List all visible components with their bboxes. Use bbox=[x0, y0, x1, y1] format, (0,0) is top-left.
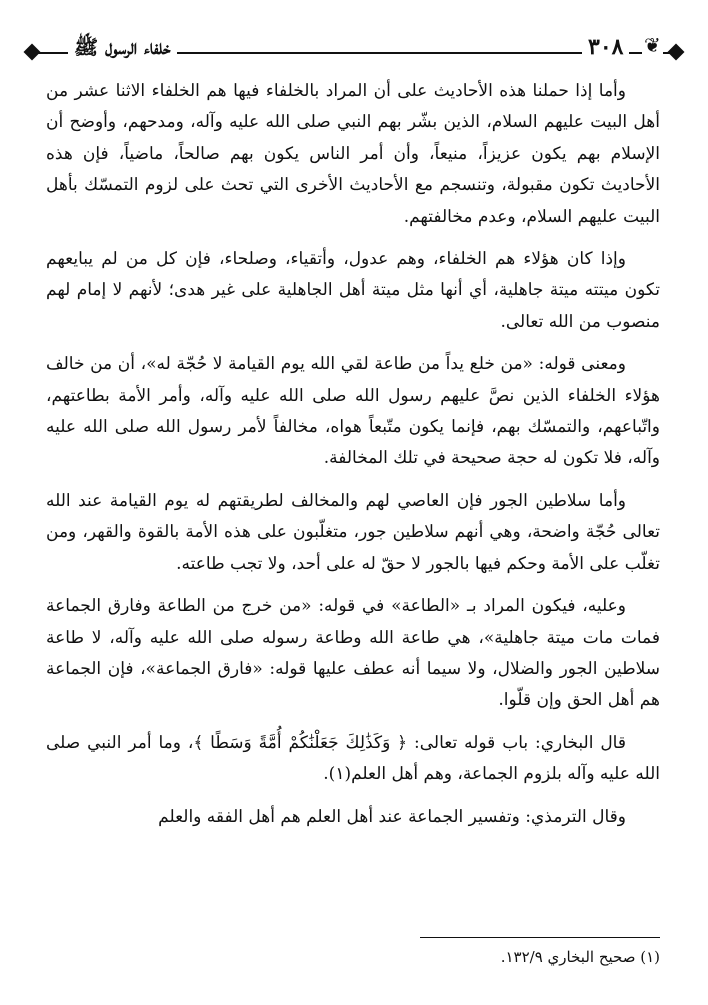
paragraph: وأما سلاطين الجور فإن العاصي لهم والمخالف لطريقتهم له يوم القيامة عند الله تعالى حُجّة واضحة، وهي أنهم سلاطين جور، متغلّبون على هذه الأمة بالقوة والقهر، ومن تغلّب على الأمة وحكم فيها بالجور لا حقّ له على أحد، ولا تجب طاعته. bbox=[46, 490, 660, 574]
paragraph: قال البخاري: باب قوله تعالى: ﴿ وَكَذَٰلِكَ جَعَلْنَٰكُمْ أُمَّةً وَسَطًا ﴾، وما أمر النبي صلى الله عليه وآله بلزوم الجماعة، وهم أهل العلم(١). bbox=[46, 732, 660, 785]
paragraph: وعليه، فيكون المراد بـ «الطاعة» في قوله: «من خرج من الطاعة وفارق الجماعة فمات مات ميتة جاهلية»، هي طاعة الله وطاعة رسوله صلى الله عليه وآله، لا طاعة سلاطين الجور والضلال، ولا سيما أنه عطف عليها قوله: «فارق الجماعة»، فإن الجماعة هم أهل الحق وإن قلّوا. bbox=[46, 596, 660, 711]
paragraph: وقال الترمذي: وتفسير الجماعة عند أهل العلم هم أهل الفقه والعلم bbox=[158, 806, 626, 827]
header-left-diamond-ornament bbox=[24, 44, 41, 61]
page-header bbox=[30, 30, 678, 72]
header-floral-ornament: ❦ bbox=[642, 30, 663, 60]
body-text bbox=[46, 76, 660, 833]
paragraph: وإذا كان هؤلاء هم الخلفاء، وهم عدول، وأتقياء، وصلحاء، فإن كل من لم يبايعهم تكون ميتته ميتة جاهلية، أي أنها مثل ميتة أهل الجاهلية على غير هدى؛ لأنهم لا إمام لهم منصوب من الله تعالى. bbox=[46, 249, 660, 332]
footnote-separator bbox=[420, 937, 660, 938]
page-number: ٣٠٨ bbox=[582, 32, 629, 62]
header-right-diamond-ornament bbox=[668, 44, 685, 61]
footnote: (١) صحيح البخاري ١٣٢/٩. bbox=[500, 948, 660, 966]
paragraph: وأما إذا حملنا هذه الأحاديث على أن المراد بالخلفاء فيها هم الخلفاء الاثنا عشر من أهل البيت عليهم السلام، الذين بشّر بهم النبي صلى الله عليه وآله، ومدحهم، وأوضح أن الإسلام بهم يكون عزيزاً، منيعاً، وأن أمر الناس يكون بهم صالحاً، ماضياً، فإن هذه الأحاديث تكون مقبولة، وتنسجم مع الأحاديث الأخرى التي تحث على لزوم التمسّك بأهل البيت عليهم السلام، وعدم مخالفتهم. bbox=[46, 81, 660, 227]
paragraph: ومعنى قوله: «من خلع يداً من طاعة لقي الله يوم القيامة لا حُجّة له»، أن من خالف هؤلاء الخلفاء الذين نصَّ عليهم رسول الله صلى الله عليه وآله، وأمر الأمة بطاعتهم، واتّباعهم، والتمسّك بهم، فإنما يكون متّبعاً هواه، مخالفاً لأمر رسول الله صلى الله عليه وآله، فلا تكون له حجة صحيحة في تلك المخالفة. bbox=[46, 354, 660, 469]
running-title: خلفاء الرسول ﷺ bbox=[68, 32, 177, 62]
